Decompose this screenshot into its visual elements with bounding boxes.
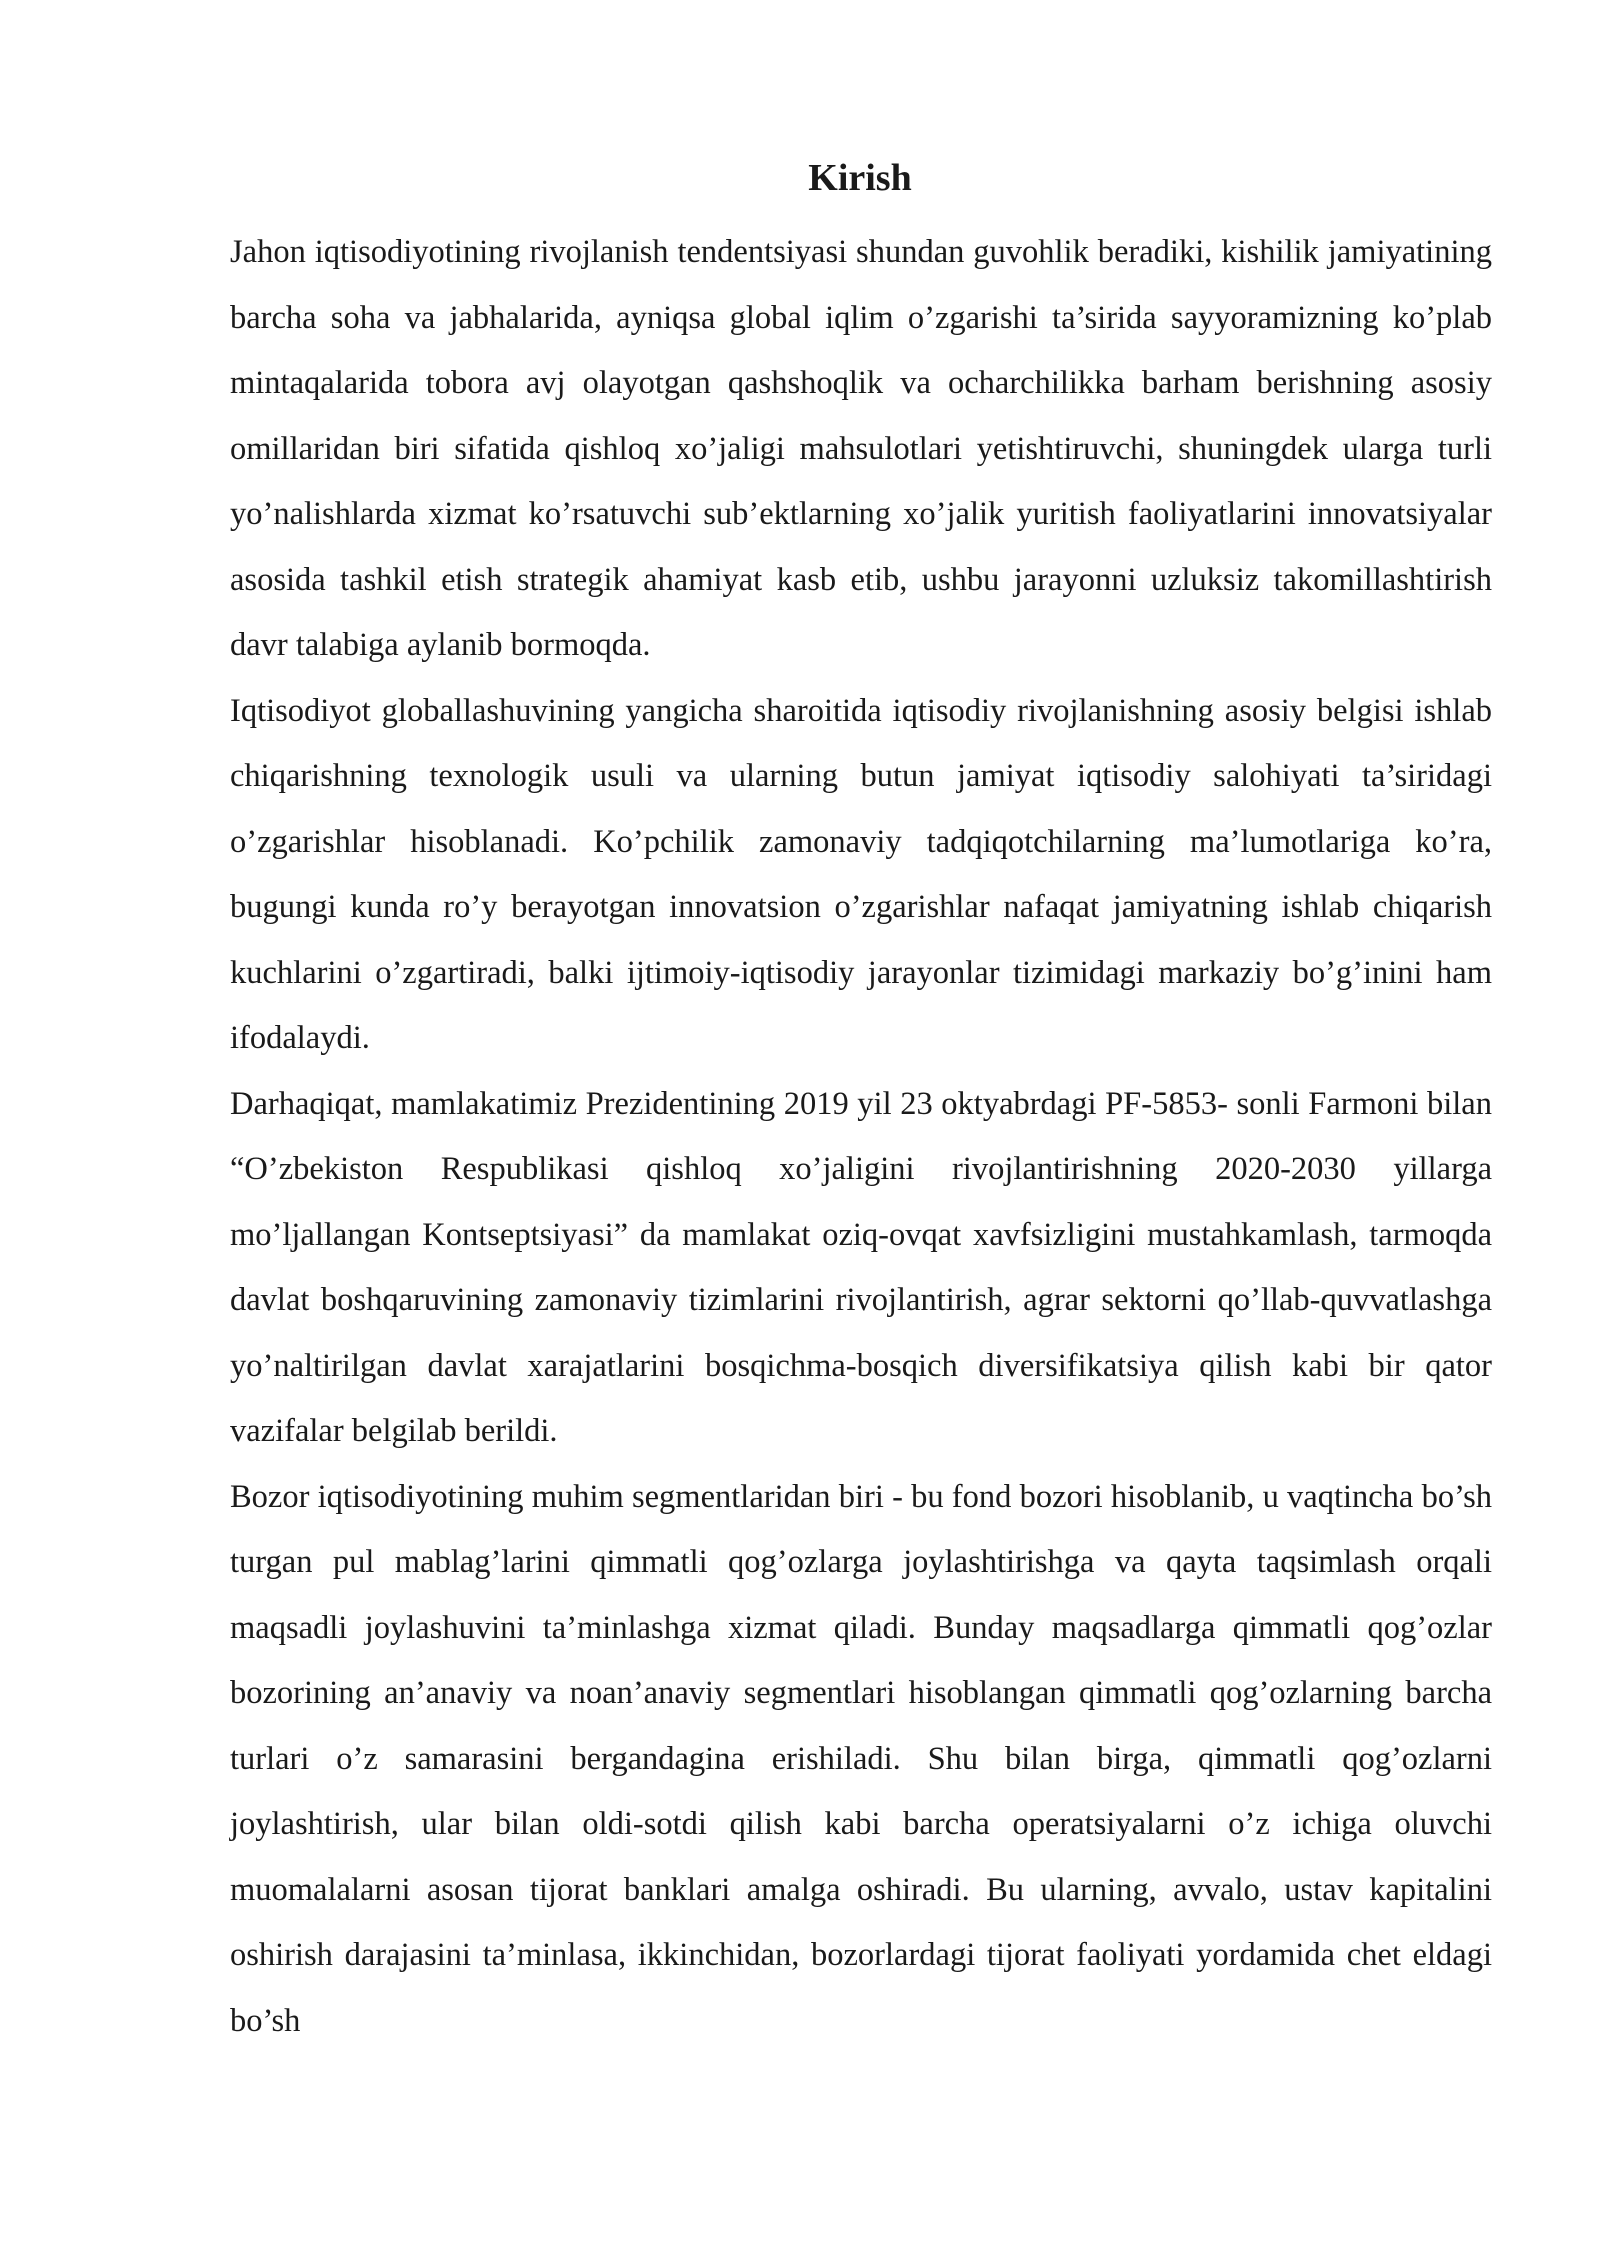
page-title: Kirish (808, 157, 912, 199)
paragraph-2: Iqtisodiyot globallashuvining yangicha sharoitida iqtisodiy rivojlanishning asosiy belgisi ishlab chiqarishning texnologik usuli va ularning butun jamiyat iqtisodiy salohiyati ta’siridagi o’zgarishlar hisoblanadi. Ko’pchilik zamonaviy tadqiqotchilarning ma’lumotlariga ko’ra, bugungi kunda ro’y berayotgan innovatsion o’zgarishlar nafaqat jamiyatning ishlab chiqarish kuchlarini o’zgartiradi, balki ijtimoiy-iqtisodiy jarayonlar tizimidagi markaziy bo’g’inini ham ifodalaydi. (230, 692, 1492, 1056)
paragraph-3: Darhaqiqat, mamlakatimiz Prezidentining 2019 yil 23 oktyabrdagi PF-5853- sonli Farmoni bilan “O’zbekiston Respublikasi qishloq xo’jaligini rivojlantirishning 2020-2030 yillarga mo’ljallangan Kontseptsiyasi” da mamlakat oziq-ovqat xavfsizligini mustahkamlash, tarmoqda davlat boshqaruvining zamonaviy tizimlarini rivojlantirish, agrar sektorni qo’llab-quvvatlashga yo’naltirilgan davlat xarajatlarini bosqichma-bosqich diversifikatsiya qilish kabi bir qator vazifalar belgilab berildi. (230, 1085, 1492, 1449)
paragraph-4: Bozor iqtisodiyotining muhim segmentlaridan biri - bu fond bozori hisoblanib, u vaqtincha bo’sh turgan pul mablag’larini qimmatli qog’ozlarga joylashtirishga va qayta taqsimlash orqali maqsadli joylashuvini ta’minlashga xizmat qiladi. Bunday maqsadlarga qimmatli qog’ozlar bozorining an’anaviy va noan’anaviy segmentlari hisoblangan qimmatli qog’ozlarning barcha turlari o’z samarasini bergandagina erishiladi. Shu bilan birga, qimmatli qog’ozlarni joylashtirish, ular bilan oldi-sotdi qilish kabi barcha operatsiyalarni o’z ichiga oluvchi muomalalarni asosan tijorat banklari amalga oshiradi. Bu ularning, avvalo, ustav kapitalini oshirish darajasini ta’minlasa, ikkinchidan, bozorlardagi tijorat faoliyati yordamida chet eldagi bo’sh (230, 1478, 1492, 2039)
paragraph-1: Jahon iqtisodiyotining rivojlanish tendentsiyasi shundan guvohlik beradiki, kishilik jamiyatining barcha soha va jabhalarida, ayniqsa global iqlim o’zgarishi ta’sirida sayyoramizning ko’plab mintaqalarida tobora avj olayotgan qashshoqlik va ocharchilikka barham berishning asosiy omillaridan biri sifatida qishloq xo’jaligi mahsulotlari yetishtiruvchi, shuningdek ularga turli yo’nalishlarda xizmat ko’rsatuvchi sub’ektlarning xo’jalik yuritish faoliyatlarini innovatsiyalar asosida tashkil etish strategik ahamiyat kasb etib, ushbu jarayonni uzluksiz takomillashtirish davr talabiga aylanib bormoqda. (230, 234, 1492, 663)
body-text (230, 220, 1492, 2054)
